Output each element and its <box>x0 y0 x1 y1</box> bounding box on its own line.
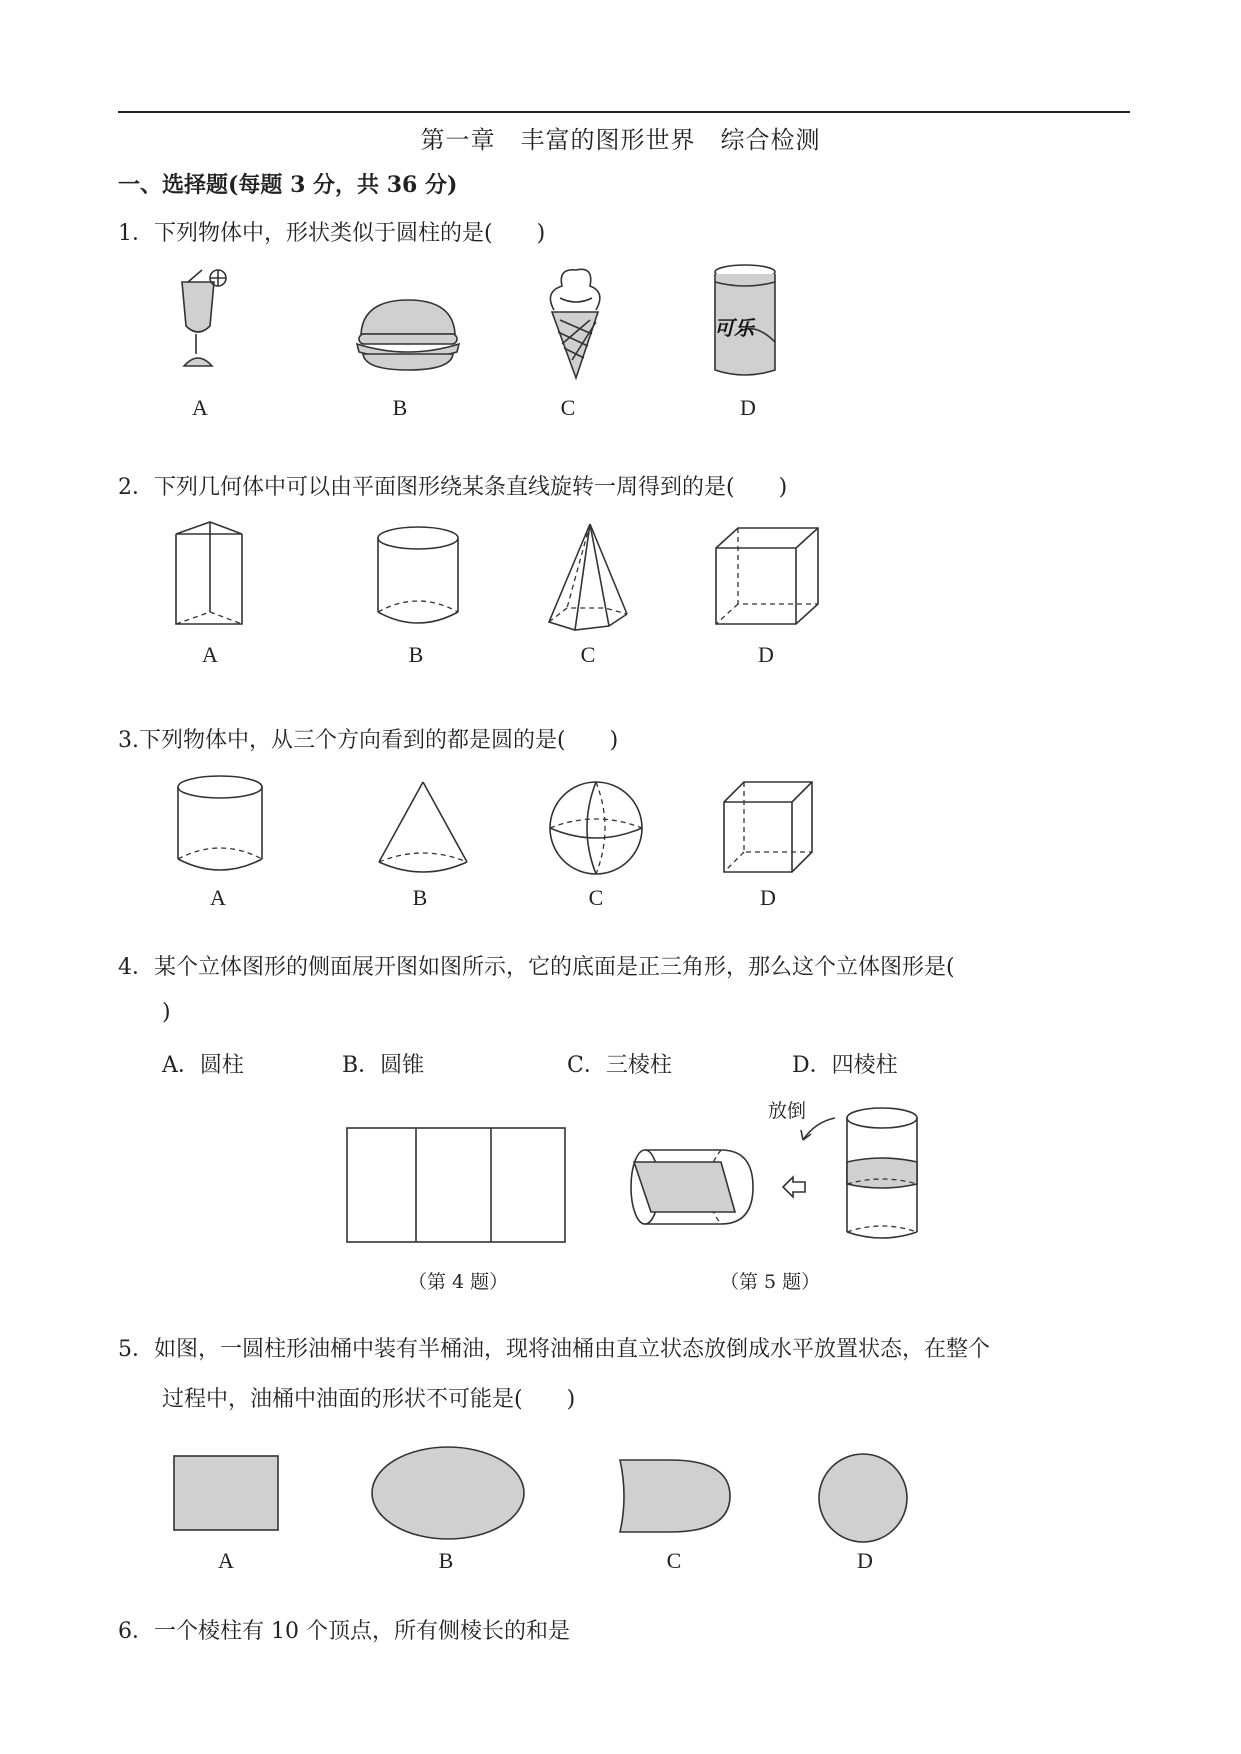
question-2-text: 2．下列几何体中可以由平面图形绕某条直线旋转一周得到的是( ) <box>118 475 788 500</box>
lateral-net-figure <box>346 1127 566 1243</box>
question-3-text: 3.下列物体中，从三个方向看到的都是圆的是( ) <box>118 728 619 753</box>
question-4-text: 4．某个立体图形的侧面展开图如图所示，它的底面是正三角形，那么这个立体图形是( <box>118 955 955 980</box>
q1-label-c: C <box>560 395 576 420</box>
shape-rounded-segment <box>618 1458 734 1534</box>
figure-5-caption: （第 5 题） <box>720 1271 821 1293</box>
q2-label-c: C <box>580 642 596 667</box>
hamburger-icon <box>353 298 463 374</box>
question-6-text: 6．一个棱柱有 10 个顶点，所有侧棱长的和是 <box>118 1619 570 1644</box>
q3-label-c: C <box>588 885 604 910</box>
q2-label-a: A <box>202 642 218 667</box>
q1-label-d: D <box>740 395 756 420</box>
cylinder-figure-q3 <box>175 775 265 875</box>
can-label-text: 可乐 <box>714 316 754 340</box>
shape-rectangle <box>173 1455 279 1531</box>
q2-label-b: B <box>408 642 424 667</box>
q4-option-c: C．三棱柱 <box>567 1053 672 1078</box>
q5-label-d: D <box>857 1548 873 1573</box>
drink-glass-icon <box>168 270 238 380</box>
page-title: 第一章 丰富的图形世界 综合检测 <box>420 126 821 154</box>
cube-figure <box>712 526 822 626</box>
figure-5-label: 放倒 <box>768 1100 807 1122</box>
q4-option-b: B．圆锥 <box>342 1053 425 1078</box>
q5-label-a: A <box>218 1548 234 1573</box>
sphere-figure <box>548 780 644 876</box>
question-5-text: 5．如图，一圆柱形油桶中装有半桶油，现将油桶由直立状态放倒成水平放置状态，在整个 <box>118 1337 991 1362</box>
question-5-text-cont: 过程中，油桶中油面的形状不可能是( ) <box>162 1387 576 1412</box>
q5-label-b: B <box>438 1548 454 1573</box>
cube-figure-q3 <box>720 780 816 876</box>
pentagonal-pyramid-figure <box>545 520 635 630</box>
q3-label-d: D <box>760 885 776 910</box>
cone-figure <box>375 778 471 874</box>
ice-cream-cone-icon <box>540 262 610 382</box>
q3-label-a: A <box>210 885 226 910</box>
figure-4-caption: （第 4 题） <box>408 1271 509 1293</box>
q2-label-d: D <box>758 642 774 667</box>
q5-label-c: C <box>666 1548 682 1573</box>
triangular-prism-figure <box>170 520 250 630</box>
shape-circle <box>817 1452 909 1544</box>
question-1-text: 1．下列物体中，形状类似于圆柱的是( ) <box>118 221 546 246</box>
shape-ellipse <box>370 1445 526 1541</box>
cylinder-figure <box>375 526 461 626</box>
q4-option-a: A．圆柱 <box>162 1053 244 1078</box>
question-4-text-cont: ) <box>162 1000 171 1025</box>
q4-option-d: D．四棱柱 <box>792 1053 898 1078</box>
q1-label-a: A <box>192 395 208 420</box>
header-rule <box>118 111 1130 113</box>
q1-label-b: B <box>392 395 408 420</box>
section-heading: 一、选择题(每题 3 分，共 36 分) <box>118 172 458 198</box>
q3-label-b: B <box>412 885 428 910</box>
